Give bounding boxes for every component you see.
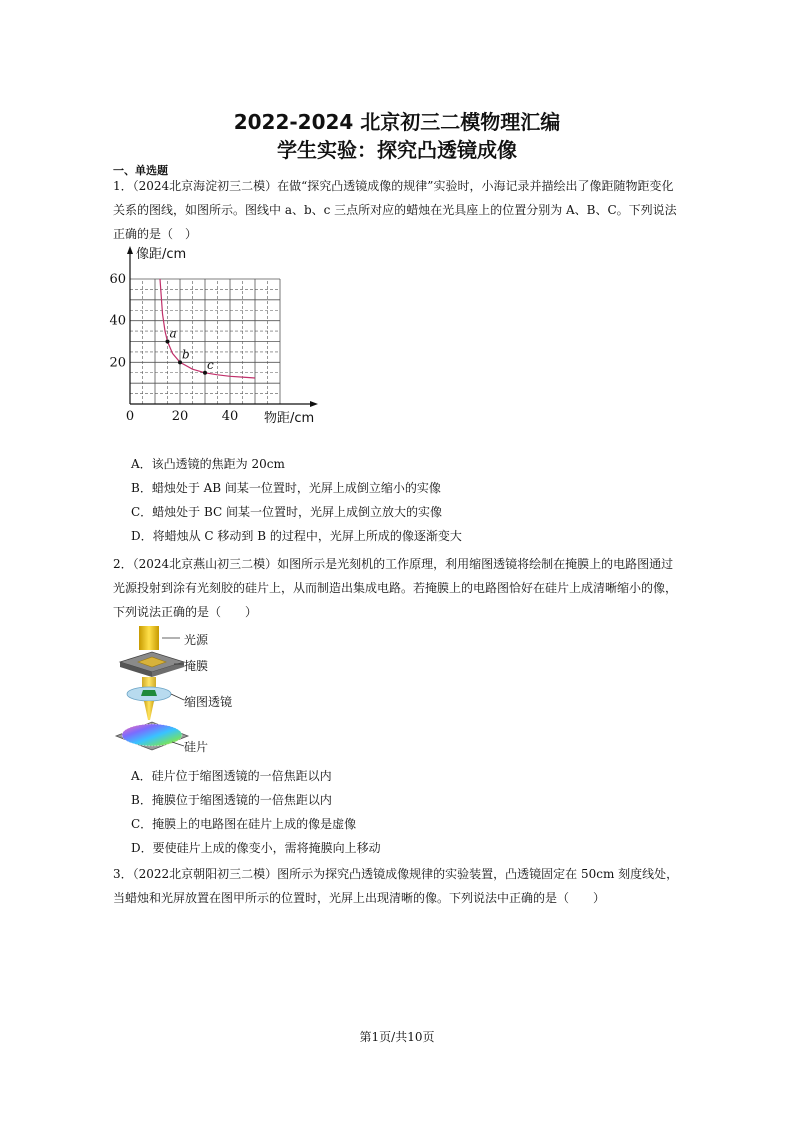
question-1-option-b: B．蜡烛处于 AB 间某一位置时，光屏上成倒立缩小的实像: [131, 481, 441, 495]
mask-plate: [120, 652, 184, 677]
y-tick-label: 60: [109, 272, 126, 287]
x-axis-arrow: [310, 401, 318, 407]
image-distance-vs-object-distance-chart: [100, 244, 340, 450]
question-1-option-c: C．蜡烛处于 BC 间某一位置时，光屏上成倒立放大的实像: [131, 505, 443, 519]
y-axis-label: 像距/cm: [136, 247, 187, 262]
page-footer: 第1页/共10页: [359, 1030, 435, 1044]
section-heading: 一、单选题: [113, 164, 168, 177]
x-tick-label: 40: [221, 409, 239, 424]
question-2-option-d: D．要使硅片上成的像变小，需将掩膜向上移动: [131, 841, 381, 855]
light-source-beam: [139, 626, 159, 650]
data-point-label-b: b: [182, 347, 190, 362]
question-3-line-2: 当蜡烛和光屏放置在图甲所示的位置时，光屏上出现清晰的像。下列说法中正确的是（ ）: [113, 891, 606, 905]
label-light-source: 光源: [184, 633, 209, 647]
y-tick-label: 40: [109, 313, 126, 329]
question-1-option-a: A．该凸透镜的焦距为 20cm: [131, 457, 285, 471]
label-reduction-lens: 缩图透镜: [184, 695, 233, 709]
question-2-option-b: B．掩膜位于缩图透镜的一倍焦距以内: [131, 793, 332, 807]
label-silicon-wafer: 硅片: [184, 740, 209, 754]
data-point-label-c: c: [207, 357, 214, 372]
x-tick-label: 0: [125, 409, 135, 424]
page-subtitle: 学生实验：探究凸透镜成像: [277, 138, 517, 162]
question-2-line-1: 2．（2024北京燕山初三二模）如图所示是光刻机的工作原理，利用缩图透镜将绘制在掩膜上的电路图通过: [113, 557, 674, 571]
question-1-option-d: D．将蜡烛从 C 移动到 B 的过程中，光屏上所成的像逐渐变大: [131, 529, 462, 543]
silicon-wafer: [116, 722, 188, 750]
question-2-option-a: A．硅片位于缩图透镜的一倍焦距以内: [131, 769, 332, 783]
page-title: 2022-2024 北京初三二模物理汇编: [233, 110, 561, 134]
question-1-line-2: 关系的图线，如图所示。图线中 a、b、c 三点所对应的蜡烛在光具座上的位置分别为 A、B、C。下列说法: [113, 203, 677, 217]
data-point-label-a: a: [169, 326, 177, 341]
question-3-line-1: 3．（2022北京朝阳初三二模）图所示为探究凸透镜成像规律的实验装置，凸透镜固定在 50cm 刻度线处，: [113, 867, 679, 881]
x-axis-label: 物距/cm: [264, 411, 315, 426]
question-2-option-c: C．掩膜上的电路图在硅片上成的像是虚像: [131, 817, 357, 831]
reduction-lens: [127, 687, 171, 701]
x-tick-label: 20: [171, 409, 189, 424]
y-axis-arrow: [127, 246, 133, 254]
y-tick-label: 20: [109, 355, 126, 371]
label-mask: 掩膜: [184, 659, 209, 673]
question-2-line-3: 下列说法正确的是（ ）: [113, 605, 258, 619]
question-1-line-3: 正确的是（ ）: [113, 227, 198, 241]
question-2-line-2: 光源投射到涂有光刻胶的硅片上，从而制造出集成电路。若掩膜上的电路图恰好在硅片上成清晰缩小的像，: [113, 581, 678, 595]
lithography-diagram: [112, 624, 192, 756]
question-1-line-1: 1．（2024北京海淀初三二模）在做“探究凸透镜成像的规律”实验时，小海记录并描绘出了像距随物距变化: [113, 179, 674, 193]
